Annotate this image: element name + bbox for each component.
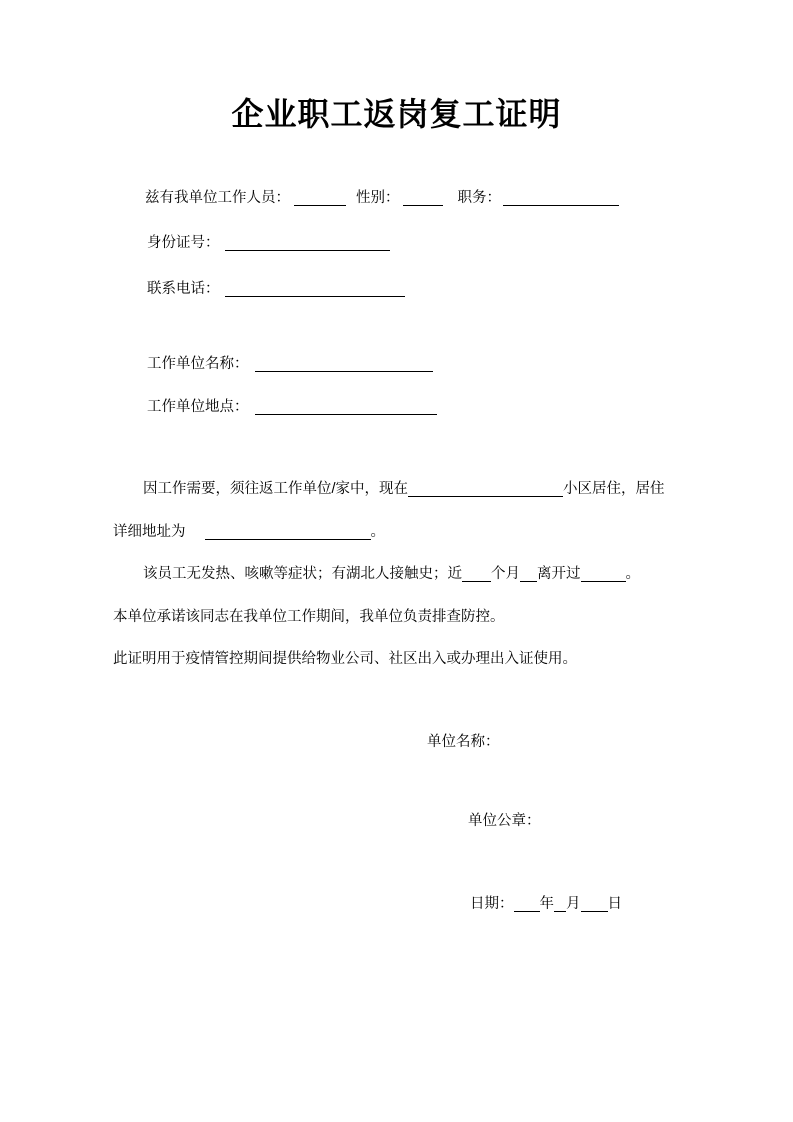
health-status-period: 。 [625, 566, 640, 582]
residence-text-after: 小区居住，居住 [563, 481, 665, 497]
employee-name-label: 兹有我单位工作人员： [145, 190, 290, 206]
left-flag-blank [520, 569, 537, 582]
left-place-blank [581, 569, 626, 582]
id-number-label: 身份证号： [147, 235, 220, 251]
date-month-label: 月 [566, 896, 581, 912]
unit-address-line [147, 399, 437, 416]
employee-info-line [145, 190, 619, 207]
date-year-label: 年 [539, 896, 554, 912]
signature-date-line [470, 896, 622, 913]
community-name-blank [408, 484, 563, 497]
date-day-label: 日 [607, 896, 622, 912]
signature-unit-seal-line [468, 813, 541, 830]
date-day-blank [581, 899, 608, 912]
date-year-blank [514, 899, 540, 912]
health-status-line [143, 566, 640, 583]
health-status-text-1: 该员工无发热、咳嗽等症状；有湖北人接触史；近 [143, 566, 462, 582]
phone-line [147, 281, 405, 298]
detailed-address-label: 详细地址为 [113, 524, 186, 540]
id-number-line [147, 235, 390, 252]
gender-blank [403, 193, 443, 206]
phone-label: 联系电话： [147, 281, 220, 297]
usage-line [113, 651, 577, 668]
signature-unit-seal-label: 单位公章： [468, 813, 541, 829]
health-status-text-3: 离开过 [537, 566, 581, 582]
unit-address-blank [255, 402, 437, 415]
months-count-blank [462, 569, 491, 582]
phone-blank [225, 284, 405, 297]
position-label: 职务： [457, 190, 501, 206]
unit-name-label: 工作单位名称： [147, 356, 249, 372]
detailed-address-blank [205, 527, 371, 540]
gender-label: 性别： [356, 190, 400, 206]
residence-line [143, 481, 665, 498]
commitment-text: 本单位承诺该同志在我单位工作期间，我单位负责排查防控。 [113, 609, 505, 625]
commitment-line [113, 609, 505, 626]
unit-name-blank [255, 359, 433, 372]
unit-name-line [147, 356, 433, 373]
residence-text-before: 因工作需要，须往返工作单位/家中，现在 [143, 481, 409, 497]
position-blank [503, 193, 619, 206]
id-number-blank [225, 238, 390, 251]
usage-text: 此证明用于疫情管控期间提供给物业公司、社区出入或办理出入证使用。 [113, 651, 577, 667]
signature-unit-name-line [427, 734, 500, 751]
detailed-address-period: 。 [370, 524, 385, 540]
employee-name-blank [294, 193, 346, 206]
date-month-blank [554, 899, 566, 912]
detailed-address-line [113, 524, 385, 541]
unit-address-label: 工作单位地点： [147, 399, 249, 415]
document-title: 企业职工返岗复工证明 [231, 95, 562, 133]
date-label: 日期： [470, 896, 514, 912]
signature-unit-name-label: 单位名称： [427, 734, 500, 750]
health-status-text-2: 个月 [491, 566, 520, 582]
